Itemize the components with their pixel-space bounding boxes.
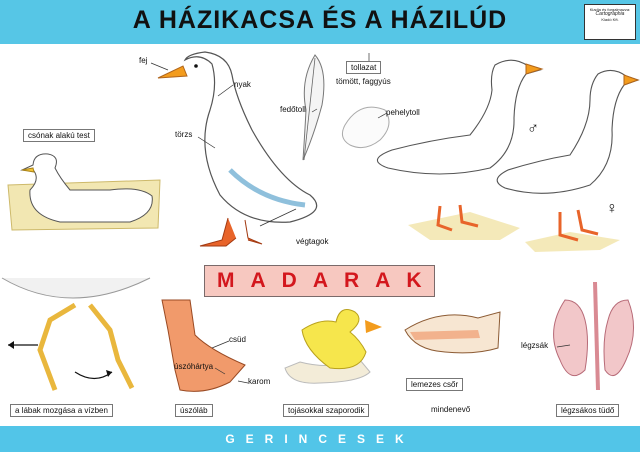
footer-label-vertebrates: GERINCESEK	[225, 432, 415, 446]
geese-illustration	[377, 60, 638, 252]
label-plumage: tollazat	[346, 61, 381, 74]
publisher-line-1: Kiadja és forgalmazza:	[589, 7, 631, 12]
hatching-egg-illustration	[285, 310, 382, 384]
publisher-line-3: Kiadó Kft.	[601, 17, 619, 22]
caption-bill: lemezes csőr	[406, 378, 463, 391]
publisher-line-2: Cartographia	[595, 11, 625, 17]
caption-legs: a lábak mozgása a vízben	[10, 404, 113, 417]
label-head: fej	[139, 56, 148, 65]
male-symbol: ♂	[527, 120, 539, 137]
leg-movement-illustration	[2, 278, 150, 390]
label-boat-body: csónak alakú test	[23, 129, 95, 142]
caption-lung: légzsákos tüdő	[556, 404, 619, 417]
label-neck: nyak	[234, 80, 251, 89]
label-torso: törzs	[175, 130, 193, 139]
lung-illustration	[554, 282, 634, 390]
swimming-duck-illustration	[8, 154, 160, 230]
center-label-birds: MADARAK	[204, 265, 435, 297]
bill-illustration	[405, 312, 500, 353]
label-limbs: végtagok	[296, 237, 329, 246]
label-plumage-desc: tömött, faggyús	[336, 77, 391, 86]
label-claw: karom	[248, 377, 271, 386]
page-title: A HÁZIKACSA ÉS A HÁZILÚD	[132, 6, 508, 34]
caption-swim-foot: úszóláb	[175, 404, 213, 417]
female-symbol: ♀	[606, 200, 618, 217]
label-contour-feather: fedőtoll	[280, 105, 306, 114]
caption-eggs: tojásokkal szaporodik	[283, 404, 369, 417]
swim-foot-illustration	[162, 300, 245, 391]
label-omnivore: mindenevő	[431, 405, 471, 414]
label-hock: csüd	[229, 335, 246, 344]
label-web: úszóhártya	[174, 362, 214, 371]
label-air-sac: légzsák	[521, 341, 549, 350]
label-down-feather: pehelytoll	[386, 108, 420, 117]
